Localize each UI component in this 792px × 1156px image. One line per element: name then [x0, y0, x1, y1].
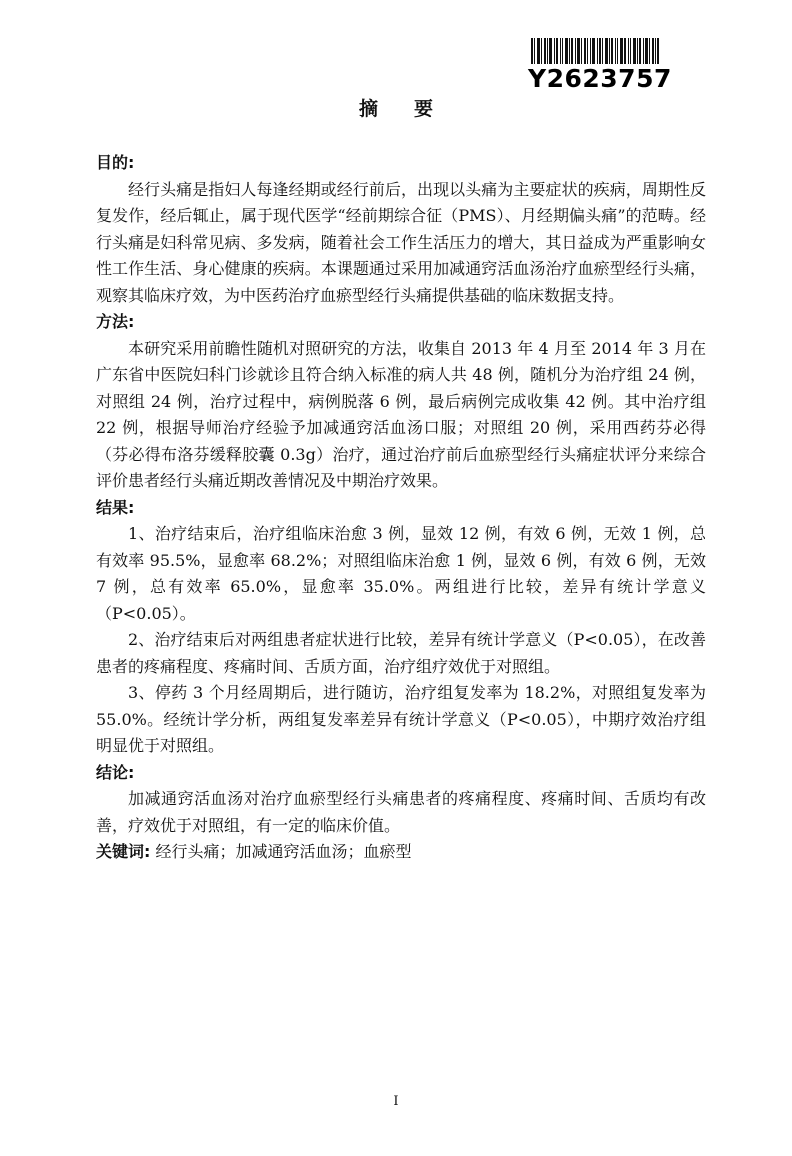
- barcode-id: Y2623757: [528, 64, 672, 93]
- objective-paragraph: 经行头痛是指妇人每逢经期或经行前后，出现以头痛为主要症状的疾病，周期性反复发作，经后辄止，属于现代医学“经前期综合征（PMS）、月经期偏头痛”的范畴。经行头痛是妇科常见病、多发病，随着社会工作生活压力的增大，其日益成为严重影响女性工作生活、身心健康的疾病。本课题通过采用加减通窍活血汤治疗血瘀型经行头痛，观察其临床疗效，为中医药治疗血瘀型经行头痛提供基础的临床数据支持。: [96, 179, 706, 305]
- section-heading-objective: 目的:: [96, 153, 135, 172]
- barcode-image: [531, 38, 659, 64]
- results-paragraph-3: 3、停药 3 个月经周期后，进行随访，治疗组复发率为 18.2%，对照组复发率为 55.0%。经统计学分析，两组复发率差异有统计学意义（P<0.05），中期疗效治疗组明显优于对照组。: [96, 683, 706, 755]
- section-objective: [96, 150, 706, 309]
- conclusion-paragraph: 加减通窍活血汤对治疗血瘀型经行头痛患者的疼痛程度、疼痛时间、舌质均有改善，疗效优于对照组，有一定的临床价值。: [96, 789, 706, 835]
- methods-paragraph: 本研究采用前瞻性随机对照研究的方法，收集自 2013 年 4 月至 2014 年 3 月在广东省中医院妇科门诊就诊且符合纳入标准的病人共 48 例，随机分为治疗组 24 例，对照组 24 例，治疗过程中，病例脱落 6 例，最后病例完成收集 42 例。其中治疗组 22 例，根据导师治疗经验予加减通窍活血汤口服；对照组 20 例，采用西药芬必得（芬必得布洛芬缓释胶囊 0.3g）治疗，通过治疗前后血瘀型经行头痛症状评分来综合评价患者经行头痛近期改善情况及中期治疗效果。: [96, 338, 706, 490]
- section-methods: [96, 309, 706, 495]
- keywords-label: 关键词:: [96, 842, 151, 861]
- results-paragraph-2: 2、治疗结束后对两组患者症状进行比较，差异有统计学意义（P<0.05），在改善患者的疼痛程度、疼痛时间、舌质方面，治疗组疗效优于对照组。: [96, 630, 706, 676]
- results-paragraph-1: 1、治疗结束后，治疗组临床治愈 3 例，显效 12 例，有效 6 例，无效 1 例，总有效率 95.5%，显愈率 68.2%；对照组临床治愈 1 例，显效 6 例，有效 6 例，无效 7 例，总有效率 65.0%，显愈率 35.0%。两组进行比较，差异有统计学意义（P<0.05）。: [96, 524, 706, 623]
- page-number: I: [393, 1094, 399, 1109]
- section-heading-conclusion: 结论:: [96, 762, 135, 782]
- section-conclusion: [96, 760, 706, 840]
- keywords-text: 经行头痛；加减通窍活血汤；血瘀型: [155, 842, 412, 861]
- section-heading-results: 结果:: [96, 497, 135, 517]
- page-title: 摘要: [358, 98, 469, 120]
- keywords-line: [96, 839, 706, 866]
- section-heading-methods: 方法:: [96, 312, 135, 331]
- barcode-block: [528, 38, 672, 96]
- section-results: [96, 495, 706, 760]
- abstract-body: [96, 150, 706, 866]
